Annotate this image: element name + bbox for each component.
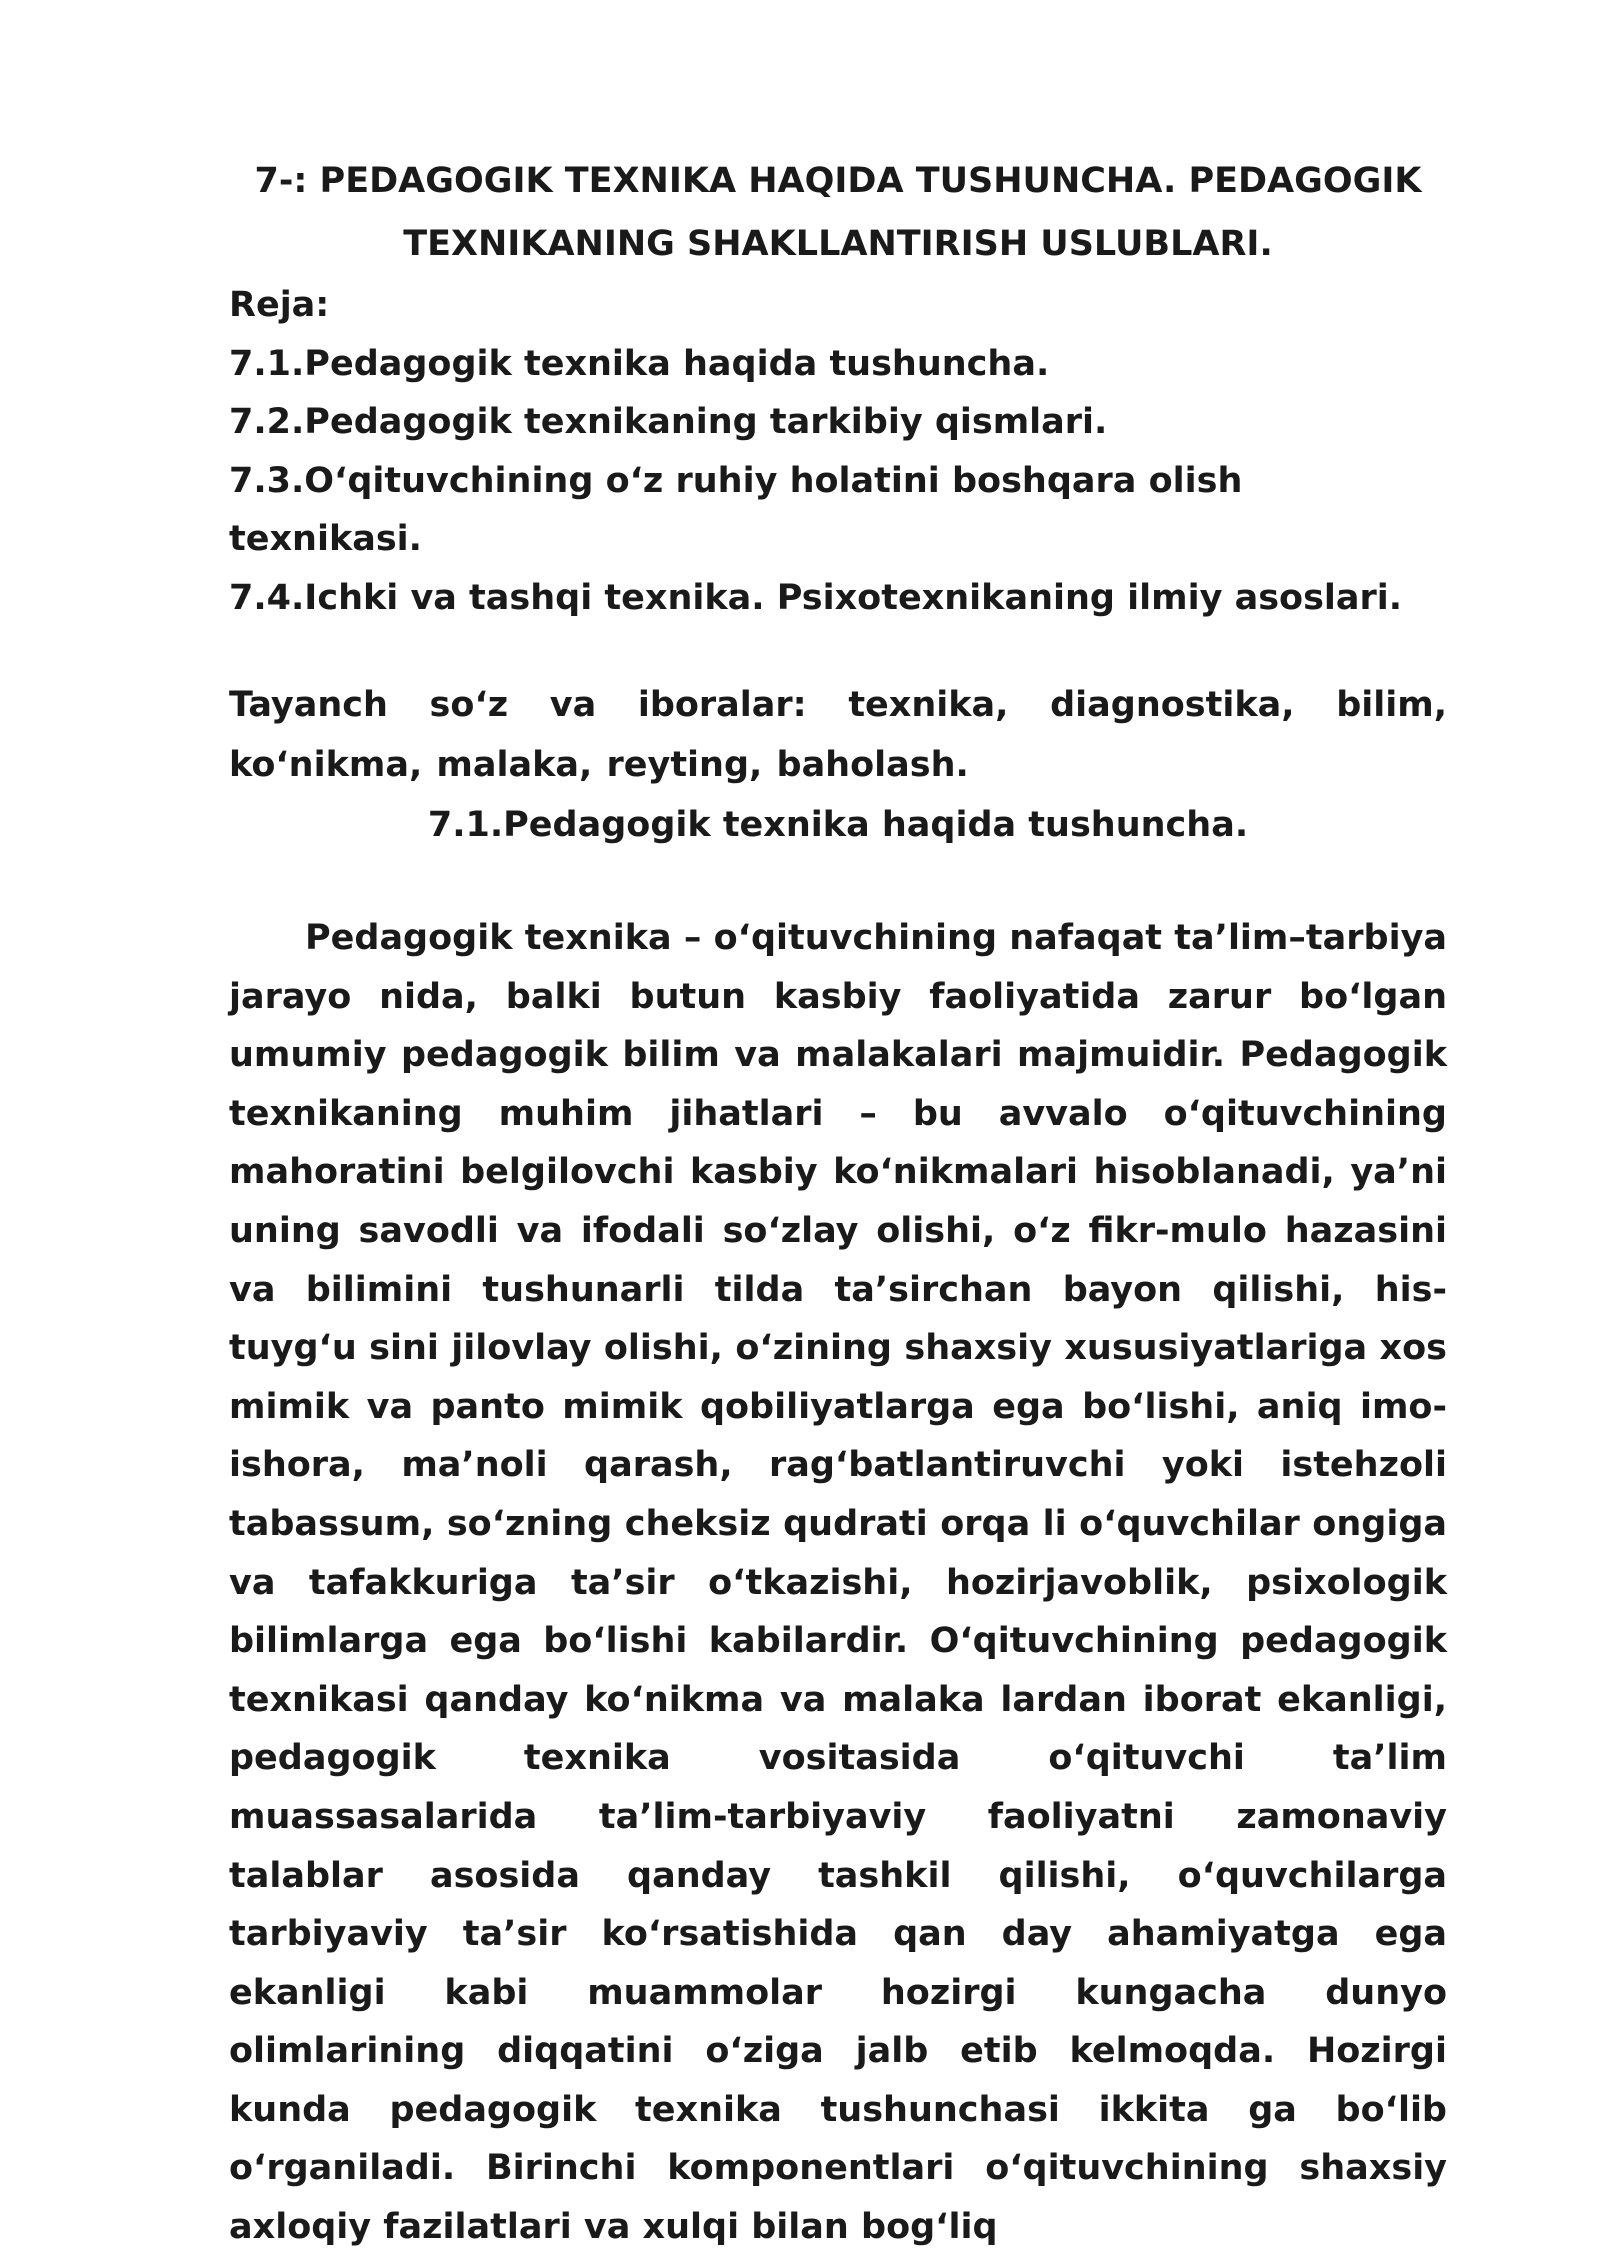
chapter-title	[229, 150, 1447, 276]
document-page	[229, 150, 1447, 2257]
chapter-title-line-2: TEXNIKANING SHAKLLANTIRISH USLUBLARI.	[403, 224, 1273, 264]
plan-item-3: 7.3.O‘qituvchining o‘z ruhiy holatini boshqara olish texnikasi.	[229, 460, 1243, 559]
plan-heading: Reja:	[229, 285, 330, 325]
plan-item-1: 7.1.Pedagogik texnika haqida tushuncha.	[229, 343, 1050, 384]
keywords-paragraph: Tayanch so‘z va iboralar: texnika, diagnostika, bilim, ko‘nikma, malaka, reyting, baholash.	[229, 685, 1447, 785]
plan-item-2: 7.2.Pedagogik texnikaning tarkibiy qismlari.	[229, 402, 1108, 442]
body-paragraph: Pedagogik texnika – o‘qituvchining nafaqat ta’lim–tarbiya jarayo nida, balki butun kasbiy faoliyatida zarur bo‘lgan umumiy pedagogik bilim va malakalari majmuidir. Pedagogik texnikaning muhim jihatlari – bu avvalo o‘qituvchining mahoratini belgilovchi kasbiy ko‘nikmalari hisoblanadi, ya’ni uning savodli va ifodali so‘zlay olishi, o‘z fikr-mulo hazasini va bilimini tushunarli tilda ta’sirchan bayon qilishi, his-tuyg‘u sini jilovlay olishi, o‘zining shaxsiy xususiyatlariga xos mimik va panto mimik qobiliyatlarga ega bo‘lishi, aniq imo-ishora, ma’noli qarash, rag‘batlantiruvchi yoki istehzoli tabassum, so‘zning cheksiz qudrati orqa li o‘quvchilar ongiga va tafakkuriga ta’sir o‘tkazishi, hozirjavoblik, psixologik bilimlarga ega bo‘lishi kabilardir. O‘qituvchining pedagogik texnikasi qanday ko‘nikma va malaka lardan iborat ekanligi, pedagogik texnika vositasida o‘qituvchi ta’lim muassasalarida ta’lim-tarbiyaviy faoliyatni zamonaviy talablar asosida qanday tashkil qilishi, o‘quvchilarga tarbiyaviy ta’sir ko‘rsatishida qan day ahamiyatga ega ekanligi kabi muammolar hozirgi kungacha dunyo olimlarining diqqatini o‘ziga jalb etib kelmoqda. Hozirgi kunda pedagogik texnika tushunchasi ikkita ga bo‘lib o‘rganiladi. Birinchi komponentlari o‘qituvchining shaxsiy axloqiy fazilatlari va xulqi bilan bog‘liq	[229, 918, 1447, 2248]
chapter-title-line-1: 7-: PEDAGOGIK TEXNIKA HAQIDA TUSHUNCHA. PEDAGOGIK	[254, 161, 1422, 201]
plan-item-4: 7.4.Ichki va tashqi texnika. Psixotexnikaning ilmiy asoslari.	[229, 577, 1403, 618]
section-heading: 7.1.Pedagogik texnika haqida tushuncha.	[427, 805, 1249, 845]
